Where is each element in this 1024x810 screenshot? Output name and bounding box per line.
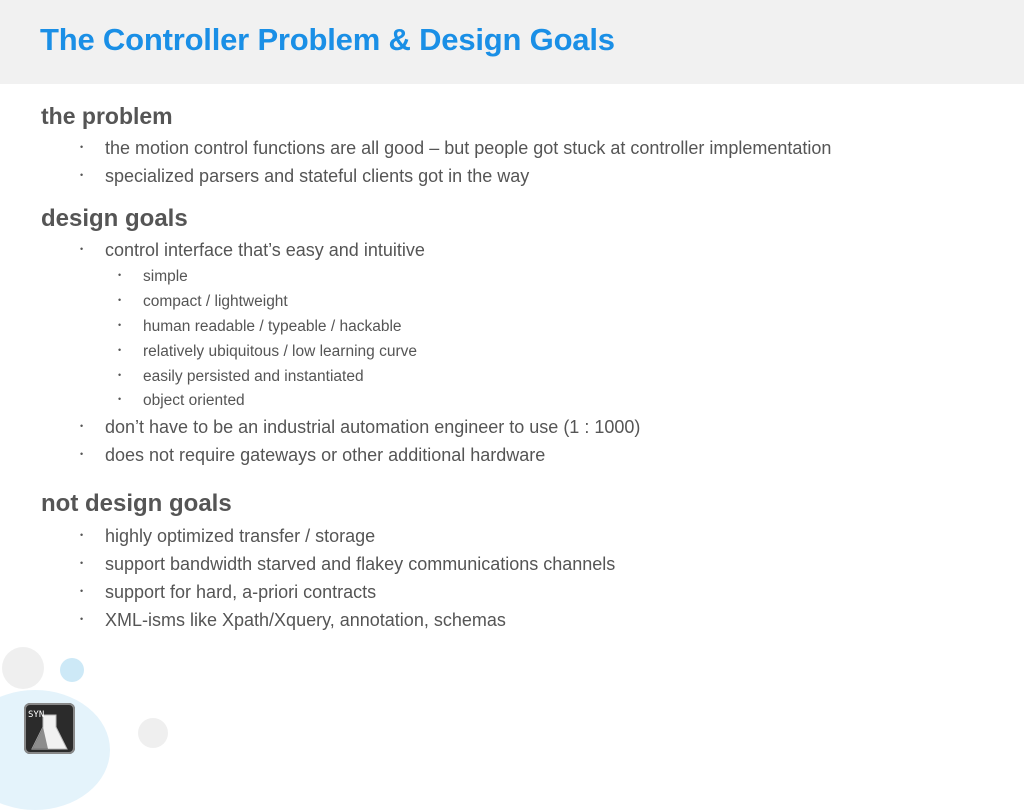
list-item xyxy=(80,138,831,159)
sub-list-item xyxy=(118,293,288,311)
list-item xyxy=(80,526,375,547)
bullet: • xyxy=(118,369,122,380)
sub-list-item-text: simple xyxy=(143,268,188,285)
bullet: • xyxy=(118,393,122,404)
list-item xyxy=(80,417,640,438)
list-item-text: does not require gateways or other additional hardware xyxy=(105,445,546,465)
heading-design-goals: design goals xyxy=(41,205,188,232)
list-item-text: control interface that’s easy and intuitive xyxy=(105,240,425,260)
bullet: • xyxy=(118,344,122,355)
logo-text: SYN xyxy=(28,710,45,720)
list-item xyxy=(80,554,615,575)
list-item xyxy=(80,582,376,603)
list-item-text: the motion control functions are all good – but people got stuck at controller implementation xyxy=(105,138,832,158)
sub-list-item-text: compact / lightweight xyxy=(143,293,288,310)
sub-list-item-text: easily persisted and instantiated xyxy=(143,368,364,385)
list-item xyxy=(80,240,425,261)
bullet: • xyxy=(80,421,84,432)
list-item xyxy=(80,610,506,631)
sub-list-item-text: human readable / typeable / hackable xyxy=(143,318,402,335)
heading-the-problem: the problem xyxy=(41,103,173,129)
bullet: • xyxy=(118,294,122,305)
syn-logo xyxy=(24,703,75,754)
bullet: • xyxy=(80,449,84,460)
bullet: • xyxy=(80,244,84,255)
bullet: • xyxy=(80,170,84,181)
list-item-text: specialized parsers and stateful clients got in the way xyxy=(105,166,530,186)
sub-list-item xyxy=(118,268,188,286)
sub-list-item-text: relatively ubiquitous / low learning curve xyxy=(143,343,417,360)
bullet: • xyxy=(118,269,122,280)
list-item-text: don’t have to be an industrial automation engineer to use (1 : 1000) xyxy=(105,417,641,437)
sub-list-item-text: object oriented xyxy=(143,392,245,409)
list-item-text: support bandwidth starved and flakey communications channels xyxy=(105,554,616,574)
bullet: • xyxy=(80,614,84,625)
sub-list-item xyxy=(118,392,245,410)
list-item xyxy=(80,445,545,466)
sub-list-item xyxy=(118,343,417,361)
list-item-text: support for hard, a-priori contracts xyxy=(105,582,377,602)
list-item xyxy=(80,166,529,187)
slide-title: The Controller Problem & Design Goals xyxy=(40,22,615,57)
bullet: • xyxy=(80,530,84,541)
sub-list-item xyxy=(118,318,402,336)
bullet: • xyxy=(80,586,84,597)
heading-not-design-goals: not design goals xyxy=(41,490,232,517)
bullet: • xyxy=(80,142,84,153)
sub-list-item xyxy=(118,368,364,386)
bullet: • xyxy=(80,558,84,569)
flask-icon xyxy=(24,703,75,754)
list-item-text: XML-isms like Xpath/Xquery, annotation, schemas xyxy=(105,610,506,630)
bullet: • xyxy=(118,319,122,330)
list-item-text: highly optimized transfer / storage xyxy=(105,526,376,546)
